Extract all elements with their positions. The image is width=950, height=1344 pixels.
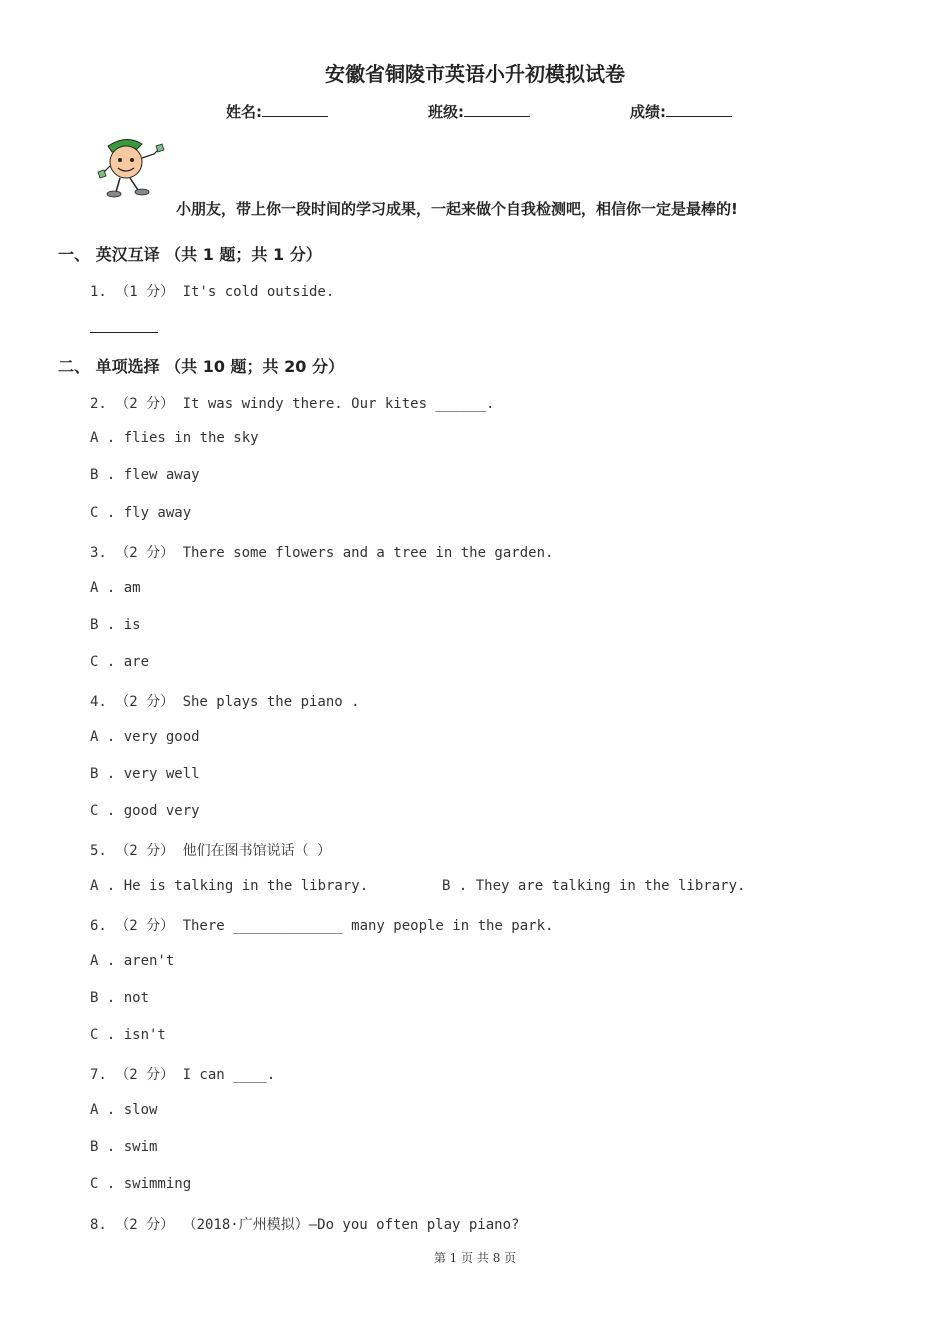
class-label: 班级:	[428, 103, 464, 121]
mascot-icon	[96, 136, 172, 202]
score-label: 成绩:	[630, 103, 666, 121]
name-blank	[262, 102, 328, 117]
option-5a: A . He is talking in the library.	[90, 878, 369, 894]
score-blank	[666, 102, 732, 117]
option-2a: A . flies in the sky	[90, 430, 259, 446]
page-footer: 第 1 页 共 8 页	[433, 1251, 517, 1265]
answer-line-1	[90, 318, 158, 333]
question-4: 4. （2 分） She plays the piano .	[90, 694, 360, 710]
option-4c: C . good very	[90, 803, 200, 819]
option-7c: C . swimming	[90, 1176, 192, 1192]
question-8: 8. （2 分） （2018·广州模拟）—Do you often play piano?	[90, 1217, 520, 1233]
option-5b: B . They are talking in the library.	[442, 878, 746, 894]
question-1: 1. （1 分） It's cold outside.	[90, 284, 335, 300]
option-2c: C . fly away	[90, 505, 192, 521]
option-3b: B . is	[90, 617, 141, 633]
class-field	[428, 101, 530, 122]
question-5: 5. （2 分） 他们在图书馆说话（ ）	[90, 843, 332, 859]
score-field	[630, 101, 732, 122]
option-4a: A . very good	[90, 729, 200, 745]
question-7: 7. （2 分） I can ____.	[90, 1067, 276, 1083]
option-3a: A . am	[90, 580, 141, 596]
option-4b: B . very well	[90, 766, 200, 782]
intro-text: 小朋友，带上你一段时间的学习成果，一起来做个自我检测吧，相信你一定是最棒的!	[176, 200, 738, 218]
question-6: 6. （2 分） There _____________ many people in the park.	[90, 918, 554, 934]
name-field	[226, 101, 328, 122]
option-6b: B . not	[90, 990, 150, 1006]
page-title: 安徽省铜陵市英语小升初模拟试卷	[325, 62, 625, 86]
option-6c: C . isn't	[90, 1027, 166, 1043]
question-3: 3. （2 分） There some flowers and a tree in the garden.	[90, 545, 554, 561]
name-label: 姓名:	[226, 103, 262, 121]
option-3c: C . are	[90, 654, 150, 670]
option-6a: A . aren't	[90, 953, 175, 969]
option-7b: B . swim	[90, 1139, 158, 1155]
section-2-title: 二、 单项选择 （共 10 题；共 20 分）	[58, 357, 344, 376]
option-2b: B . flew away	[90, 467, 200, 483]
option-7a: A . slow	[90, 1102, 158, 1118]
question-2: 2. （2 分） It was windy there. Our kites ______.	[90, 396, 495, 412]
section-1-title: 一、 英汉互译 （共 1 题；共 1 分）	[58, 245, 322, 264]
class-blank	[464, 102, 530, 117]
